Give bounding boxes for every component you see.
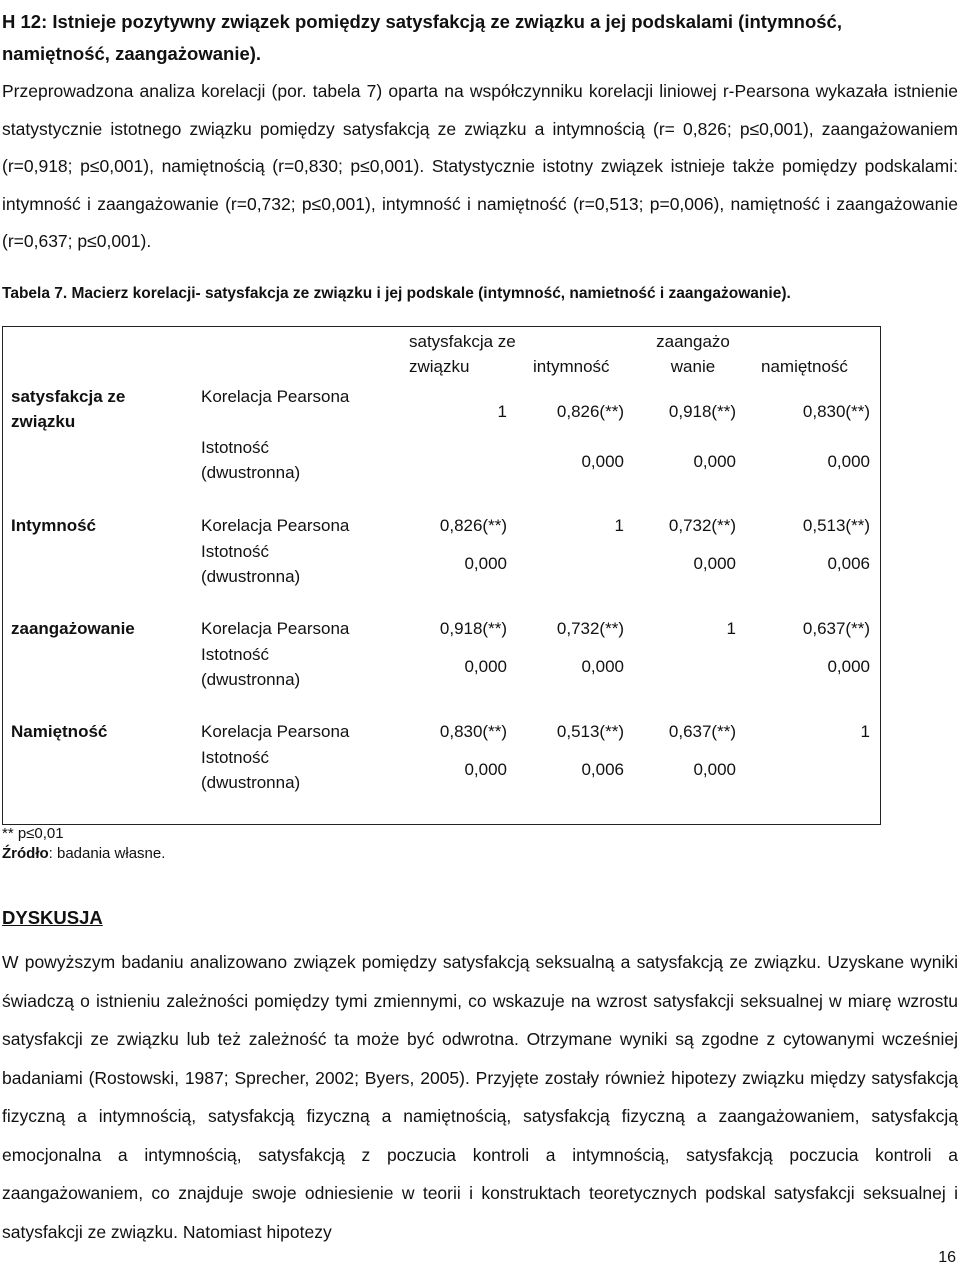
col-header-namietnosc: namiętność [761,357,848,376]
row-header-zaangazowanie: zaangażowanie [11,619,135,638]
hypothesis-heading: H 12: Istnieje pozytywny związek pomiędzy satysfakcją ze związku a jej podskalami (intymność, namiętność, zaangażowanie). [2,11,842,64]
row4-corr-col1: 0,830(**) [439,722,507,741]
significance-footnote: ** p≤0,01 [2,825,64,842]
row3-sig-col4: 0,000 [827,657,870,676]
section-title-dyskusja: DYSKUSJA [2,907,103,928]
row3-corr-col1: 0,918(**) [439,619,507,638]
row2-stat-sig: Istotność (dwustronna) [201,542,301,586]
row1-corr-col1: 1 [497,402,507,421]
row4-sig-col1: 0,000 [464,760,507,779]
row3-sig-col1: 0,000 [464,657,507,676]
row2-corr-col4: 0,513(**) [802,516,870,535]
source-note [2,845,165,863]
row1-corr-col3: 0,918(**) [668,402,736,421]
row1-stat-sig: Istotność (dwustronna) [201,438,301,482]
row1-sig-col4: 0,000 [827,452,870,471]
col-header-zaangazowanie: zaangażo wanie [656,332,730,376]
row4-corr-col4: 1 [860,722,870,741]
row2-sig-col1: 0,000 [464,554,507,573]
row2-sig-col3: 0,000 [693,554,736,573]
row1-corr-col2: 0,826(**) [556,402,624,421]
source-label: Źródło [2,845,49,862]
col-header-satysfakcja: satysfakcja ze związku [409,332,516,376]
row4-corr-col2: 0,513(**) [556,722,624,741]
row1-corr-col4: 0,830(**) [802,402,870,421]
source-text: : badania własne. [48,845,166,862]
row2-corr-col3: 0,732(**) [668,516,736,535]
analysis-paragraph: Przeprowadzona analiza korelacji (por. tabela 7) oparta na współczynniku korelacji liniowej r-Pearsona wykazała istnienie statystycznie istotnego związku pomiędzy satysfakcją ze związku a intymnością (r= 0,826; p≤0,001), zaangażowaniem (r=0,918; p≤0,001), namiętnością (r=0,830; p≤0,001). Statystycznie istotny związek istnieje także pomiędzy podskalami: intymność i zaangażowanie (r=0,732; p≤0,001), intymność i namiętność (r=0,513; p=0,006), namiętność i zaangażowanie (r=0,637; p≤0,001). [2,81,958,251]
page-number: 16 [938,1249,956,1266]
correlation-table [2,326,881,825]
row3-corr-col4: 0,637(**) [802,619,870,638]
row2-sig-col4: 0,006 [827,554,870,573]
row3-stat-corr: Korelacja Pearsona [201,619,350,638]
table-caption [2,283,958,305]
row-header-namietnosc: Namiętność [11,722,108,741]
table-caption-text: Macierz korelacji- satysfakcja ze związku i jej podskale (intymność, namietność i zaangażowanie). [67,285,791,302]
row1-sig-col3: 0,000 [693,452,736,471]
row3-sig-col2: 0,000 [581,657,624,676]
row4-sig-col2: 0,006 [581,760,624,779]
col-header-intymnosc: intymność [533,357,610,376]
row4-stat-sig: Istotność (dwustronna) [201,748,301,792]
row4-corr-col3: 0,637(**) [668,722,736,741]
row1-sig-col2: 0,000 [581,452,624,471]
row-header-intymnosc: Intymność [11,516,97,535]
discussion-paragraph: W powyższym badaniu analizowano związek pomiędzy satysfakcją seksualną a satysfakcją ze związku. Uzyskane wyniki świadczą o istnieniu zależności pomiędzy tymi zmiennymi, co wskazuje na wzrost satysfakcji seksualnej w miarę wzrostu satysfakcji ze związku lub też zależność ta może być odwrotna. Otrzymane wyniki są zgodne z cytowanymi wcześniej badaniami (Rostowski, 1987; Sprecher, 2002; Byers, 2005). Przyjęte zostały również hipotezy związku między satysfakcją fizyczną a intymnością, satysfakcją fizyczną a namiętnością, satysfakcją fizyczną a zaangażowaniem, satysfakcją emocjonalna a intymnością, satysfakcją z poczucia kontroli a intymnością, satysfakcją poczucia kontroli a zaangażowaniem, co znajduje swoje odniesienie w teorii i konstruktach teoretycznych podskal satysfakcji seksualnej i satysfakcji ze związku. Natomiast hipotezy [2,952,958,1242]
row3-corr-col3: 1 [726,619,736,638]
row3-stat-sig: Istotność (dwustronna) [201,645,301,689]
row4-stat-corr: Korelacja Pearsona [201,722,350,741]
row2-stat-corr: Korelacja Pearsona [201,516,350,535]
row-header-satysfakcja: satysfakcja ze związku [11,387,126,431]
row2-corr-col1: 0,826(**) [439,516,507,535]
row2-corr-col2: 1 [614,516,624,535]
table-caption-label: Tabela 7. [2,285,68,302]
row1-stat-corr: Korelacja Pearsona [201,387,350,406]
row4-sig-col3: 0,000 [693,760,736,779]
row3-corr-col2: 0,732(**) [556,619,624,638]
